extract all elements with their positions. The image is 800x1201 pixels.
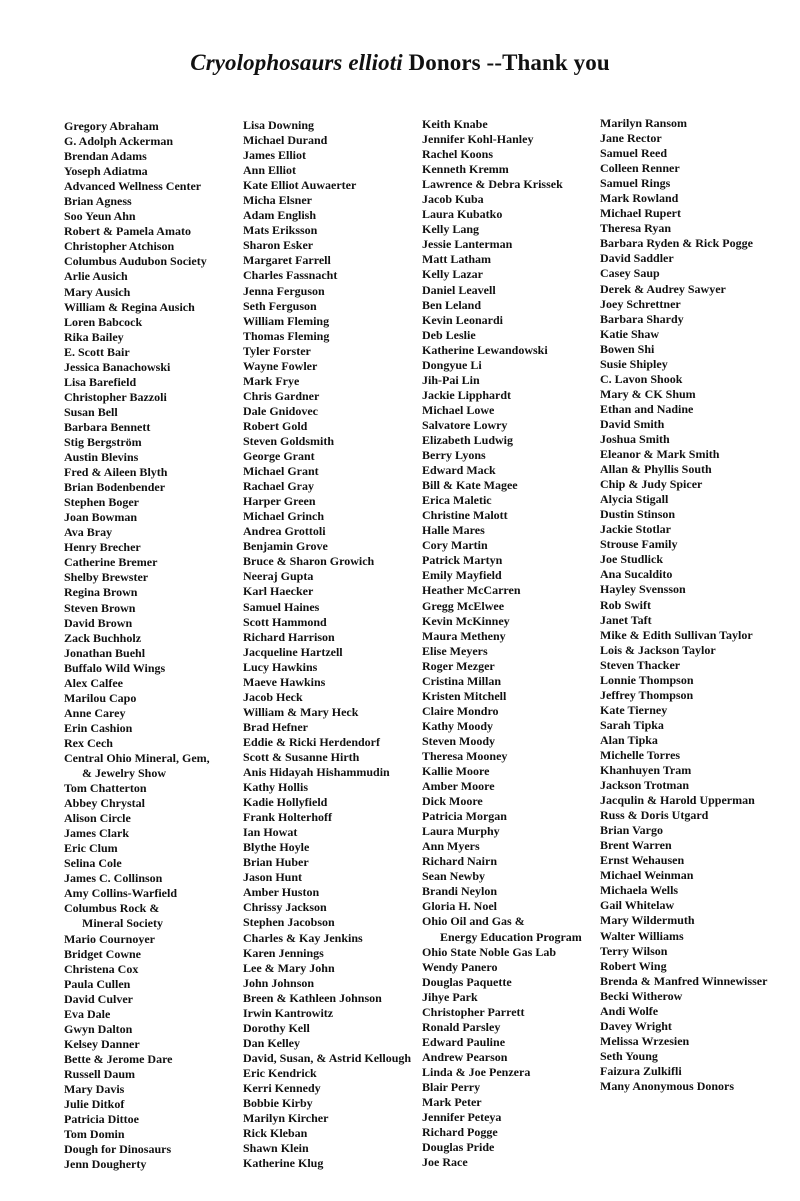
donor-name: Steven Thacker <box>600 657 681 672</box>
donor-name: George Grant <box>243 449 315 464</box>
donor-name: Kadie Hollyfield <box>243 795 328 810</box>
donor-name: Jessica Banachowski <box>64 359 171 374</box>
donor-name: Kathy Moody <box>422 718 494 733</box>
donor-name: Michelle Torres <box>600 747 681 762</box>
donor-name: Jennifer Kohl-Hanley <box>422 132 534 147</box>
donor-name: Catherine Bremer <box>64 555 158 570</box>
donor-name: Douglas Pride <box>422 1140 495 1155</box>
donor-name: Regina Brown <box>64 585 138 600</box>
donor-name: Yoseph Adiatma <box>64 164 148 179</box>
donor-name: Amy Collins-Warfield <box>64 886 177 901</box>
donor-name: Patricia Morgan <box>422 809 507 824</box>
donor-name: Sharon Esker <box>243 238 314 253</box>
donor-name: Ian Howat <box>243 825 298 840</box>
donor-name: Daniel Leavell <box>422 282 496 297</box>
donor-name: Douglas Paquette <box>422 974 512 989</box>
donor-name: David Brown <box>64 615 133 630</box>
donor-name: Maeve Hawkins <box>243 674 326 689</box>
donor-name: Christopher Bazzoli <box>64 389 167 404</box>
donor-name: Kevin Leonardi <box>422 312 504 327</box>
donor-name: Joey Schrettner <box>600 296 681 311</box>
donor-name: Ohio Oil and Gas & <box>422 914 525 929</box>
donor-name: Christopher Atchison <box>64 239 175 254</box>
donor-name: Brian Bodenbender <box>64 480 166 495</box>
title-species: Cryolophosaurs ellioti <box>190 50 403 75</box>
donor-name: Eva Dale <box>64 1006 111 1021</box>
donor-name: Joan Bowman <box>64 510 138 525</box>
donor-name: Thomas Fleming <box>243 328 330 343</box>
donor-name: Gregory Abraham <box>64 119 159 133</box>
donor-name: Eddie & Ricki Herdendorf <box>243 734 380 749</box>
donor-name: Brian Agness <box>64 194 132 209</box>
donor-name: Samuel Reed <box>600 146 667 161</box>
donor-name: Ann Elliot <box>243 163 297 178</box>
donor-name: Kate Tierney <box>600 702 668 717</box>
donor-name: Melissa Wrzesien <box>600 1033 690 1048</box>
donor-name: Scott & Susanne Hirth <box>243 749 360 764</box>
donor-name: Eric Clum <box>64 841 118 856</box>
donor-name: Halle Mares <box>422 523 485 538</box>
donor-name: Columbus Audubon Society <box>64 254 207 269</box>
donor-name: Michael Grinch <box>243 509 324 524</box>
donor-name: Blair Perry <box>422 1080 481 1094</box>
donor-name: Davey Wright <box>600 1018 672 1033</box>
donor-name: Ethan and Nadine <box>600 401 694 416</box>
donor-name: Chip & Judy Spicer <box>600 477 703 492</box>
donor-column-4 <box>600 116 767 1094</box>
donor-name: Mark Frye <box>243 373 300 388</box>
donor-name: Brian Huber <box>243 855 309 870</box>
donor-name: Hayley Svensson <box>600 582 686 597</box>
donor-name: Lisa Downing <box>243 118 315 132</box>
donor-name: James Clark <box>64 826 129 841</box>
donor-name: Bowen Shi <box>600 341 655 356</box>
donor-name: Central Ohio Mineral, Gem, <box>64 750 210 765</box>
donor-name: Erica Maletic <box>422 493 492 508</box>
donor-name: Seth Ferguson <box>243 298 317 313</box>
donor-name: Rob Swift <box>600 597 652 612</box>
donor-name: Richard Harrison <box>243 629 335 644</box>
donor-name: Jason Hunt <box>243 870 303 885</box>
donor-name: Patricia Dittoe <box>64 1112 139 1127</box>
donor-name: Shelby Brewster <box>64 570 149 585</box>
donor-name: Bill & Kate Magee <box>422 478 518 493</box>
donor-name: Bette & Jerome Dare <box>64 1051 173 1066</box>
donor-name: Katherine Lewandowski <box>422 342 548 357</box>
donor-name: Kenneth Kremm <box>422 162 509 177</box>
donor-name: Jackie Lipphardt <box>422 387 512 402</box>
donor-name: Mario Cournoyer <box>64 931 155 946</box>
donor-name: William & Regina Ausich <box>64 299 195 314</box>
donor-name: Walter Williams <box>600 928 684 943</box>
donor-name: Tom Domin <box>64 1127 125 1142</box>
donor-name: Andrea Grottoli <box>243 524 326 539</box>
donor-name: Richard Pogge <box>422 1125 498 1140</box>
donor-name: Ava Bray <box>64 525 113 540</box>
donor-name: Barbara Bennett <box>64 419 151 434</box>
donor-name: Mary & CK Shum <box>600 386 696 401</box>
donor-name: Alex Calfee <box>64 675 123 690</box>
donor-name: Keith Knabe <box>422 117 488 131</box>
donor-name: Harper Green <box>243 494 316 509</box>
donor-name: Energy Education Program <box>440 929 582 944</box>
donor-name: Laura Kubatko <box>422 207 503 222</box>
donor-name: David Smith <box>600 416 665 431</box>
donor-name: Theresa Ryan <box>600 221 672 236</box>
donor-name: Roger Mezger <box>422 658 495 673</box>
donor-name: Faizura Zulkifli <box>600 1063 682 1078</box>
donor-name: Kevin McKinney <box>422 613 510 628</box>
donor-name: Kelsey Danner <box>64 1036 140 1051</box>
donor-name: Derek & Audrey Sawyer <box>600 281 726 296</box>
donor-name: Steven Brown <box>64 600 136 615</box>
donor-name: Jennifer Peteya <box>422 1110 502 1125</box>
donor-name: Jane Rector <box>600 131 662 146</box>
donor-name: Russ & Doris Utgard <box>600 808 709 823</box>
donor-name: Advanced Wellness Center <box>64 179 202 194</box>
donor-name: Mary Ausich <box>64 284 131 299</box>
donor-name: Barbara Ryden & Rick Pogge <box>600 236 753 251</box>
donor-name: Eric Kendrick <box>243 1065 317 1080</box>
donor-name: Theresa Mooney <box>422 748 508 763</box>
donor-name: Brad Hefner <box>243 719 308 734</box>
donor-name: Gloria H. Noel <box>422 899 497 914</box>
donor-name: Tyler Forster <box>243 343 311 358</box>
donor-name: Berry Lyons <box>422 448 486 463</box>
donor-name: Margaret Farrell <box>243 253 331 268</box>
donor-name: Strouse Family <box>600 537 678 552</box>
donor-name: James Elliot <box>243 148 306 163</box>
donor-name: Andrew Pearson <box>422 1049 508 1064</box>
donor-name: Kallie Moore <box>422 764 490 779</box>
donor-name: William Fleming <box>243 313 330 328</box>
donor-name: Soo Yeun Ahn <box>64 209 136 224</box>
donor-name: Mineral Society <box>82 916 163 931</box>
donor-name: Samuel Rings <box>600 176 671 191</box>
donor-name: Rachael Gray <box>243 479 314 494</box>
donor-name: Mike & Edith Sullivan Taylor <box>600 627 753 642</box>
donor-name: Steven Moody <box>422 733 495 748</box>
donor-name: Rex Cech <box>64 735 113 750</box>
donor-name: Arlie Ausich <box>64 269 128 284</box>
donor-name: Joe Studlick <box>600 552 664 567</box>
donor-name: Dongyue Li <box>422 357 482 372</box>
donor-name: Seth Young <box>600 1048 658 1063</box>
donor-name: G. Adolph Ackerman <box>64 134 174 149</box>
donor-name: Edward Pauline <box>422 1034 506 1049</box>
donor-name: Alan Tipka <box>600 732 658 747</box>
donor-name: Ohio State Noble Gas Lab <box>422 944 557 959</box>
donor-name: Ben Leland <box>422 297 482 312</box>
donor-name: Lois & Jackson Taylor <box>600 642 716 657</box>
donor-name: Kerri Kennedy <box>243 1081 321 1095</box>
donor-name: Lonnie Thompson <box>600 672 694 687</box>
donor-name: Jackie Stotlar <box>600 522 671 537</box>
donor-name: Brian Vargo <box>600 823 664 838</box>
donor-name: Gail Whitelaw <box>600 898 675 913</box>
title-rest: Donors --Thank you <box>408 50 610 75</box>
donor-name: Charles & Kay Jenkins <box>243 930 363 945</box>
donor-name: Paula Cullen <box>64 976 131 991</box>
donor-name: Abbey Chrystal <box>64 796 146 811</box>
donor-name: Bridget Cowne <box>64 946 141 961</box>
donor-name: Allan & Phyllis South <box>600 462 712 477</box>
donor-name: Brandi Neylon <box>422 884 498 899</box>
donor-name: Irwin Kantrowitz <box>243 1005 334 1020</box>
donor-name: Maura Metheny <box>422 628 506 643</box>
donor-column-1 <box>64 119 210 1172</box>
donor-name: Lisa Barefield <box>64 374 137 389</box>
donor-name: Colleen Renner <box>600 161 680 176</box>
donor-name: Jihye Park <box>422 989 478 1004</box>
donor-name: Russell Daum <box>64 1066 136 1081</box>
donor-name: Mark Peter <box>422 1095 482 1110</box>
donor-name: Jackson Trotman <box>600 778 690 793</box>
donor-name: David Saddler <box>600 251 674 266</box>
donor-name: Joshua Smith <box>600 431 670 446</box>
donor-name: Scott Hammond <box>243 614 327 629</box>
donor-name: Michael Weinman <box>600 868 694 883</box>
donor-name: Ernst Wehausen <box>600 853 685 868</box>
donor-name: Dick Moore <box>422 794 483 809</box>
donor-name: Jacqulin & Harold Upperman <box>600 793 755 808</box>
donor-name: Dale Gnidovec <box>243 403 318 418</box>
donor-name: Stephen Boger <box>64 495 139 510</box>
donor-name: Marilyn Ransom <box>600 116 687 130</box>
donor-name: Kelly Lang <box>422 222 480 237</box>
donor-name: Rick Kleban <box>243 1126 308 1141</box>
donor-name: Kristen Mitchell <box>422 688 507 703</box>
donor-column-3 <box>422 117 582 1170</box>
donor-name: Terry Wilson <box>600 943 668 958</box>
donor-name: John Johnson <box>243 975 315 990</box>
donor-name: James C. Collinson <box>64 871 163 886</box>
donor-name: Joe Race <box>422 1155 468 1170</box>
donor-name: Marilyn Kircher <box>243 1111 329 1126</box>
donor-name: Benjamin Grove <box>243 539 328 554</box>
donor-name: Dustin Stinson <box>600 507 676 522</box>
donor-name: Rachel Koons <box>422 147 494 162</box>
donor-name: Elizabeth Ludwig <box>422 432 514 447</box>
donor-name: Alison Circle <box>64 811 131 826</box>
donor-name: Bobbie Kirby <box>243 1096 313 1111</box>
donor-name: William & Mary Heck <box>243 704 359 719</box>
donor-name: Amber Huston <box>243 885 320 900</box>
donor-name: Samuel Haines <box>243 599 320 614</box>
donor-name: Cristina Millan <box>422 673 502 688</box>
donor-name: Deb Leslie <box>422 327 476 342</box>
donor-name: Lawrence & Debra Krissek <box>422 177 563 192</box>
donor-name: Fred & Aileen Blyth <box>64 465 168 480</box>
donor-name: Lee & Mary John <box>243 960 335 975</box>
donor-name: Christena Cox <box>64 961 139 976</box>
donor-name: Christine Malott <box>422 508 508 523</box>
donor-name: Mary Davis <box>64 1082 125 1096</box>
donor-name: Anis Hidayah Hishammudin <box>243 765 390 780</box>
donor-name: Jenn Dougherty <box>64 1157 147 1172</box>
donor-name: Anne Carey <box>64 705 126 720</box>
donor-name: Kelly Lazar <box>422 267 483 282</box>
donor-name: Henry Brecher <box>64 540 141 555</box>
donor-name: Tom Chatterton <box>64 781 147 796</box>
donor-name: Stig Bergström <box>64 434 142 449</box>
donor-name: Buffalo Wild Wings <box>64 660 166 675</box>
donor-name: Patrick Martyn <box>422 553 503 568</box>
donor-name: David Culver <box>64 991 133 1006</box>
donor-name: Salvatore Lowry <box>422 417 508 432</box>
donor-name: Susie Shipley <box>600 356 668 371</box>
donor-name: Christopher Parrett <box>422 1004 525 1019</box>
donor-name: Susan Bell <box>64 404 118 419</box>
donor-name: Austin Blevins <box>64 450 139 465</box>
page-title <box>0 50 800 76</box>
donor-name: Selina Cole <box>64 856 122 871</box>
donor-name: Katherine Klug <box>243 1156 324 1171</box>
donor-name: Zack Buchholz <box>64 630 142 645</box>
donor-name: Erin Cashion <box>64 720 133 735</box>
donor-name: Karl Haecker <box>243 584 314 599</box>
donor-name: Marilou Capo <box>64 690 137 705</box>
donor-name: Shawn Klein <box>243 1141 309 1156</box>
donor-name: & Jewelry Show <box>82 766 166 781</box>
donor-name: Loren Babcock <box>64 314 143 329</box>
donor-name: Dorothy Kell <box>243 1020 310 1035</box>
donor-name: Michael Grant <box>243 464 319 479</box>
donor-name: Michael Lowe <box>422 402 495 417</box>
donor-name: Stephen Jacobson <box>243 915 335 930</box>
donor-name: Jenna Ferguson <box>243 283 325 298</box>
donor-name: Gwyn Dalton <box>64 1021 133 1036</box>
donor-name: Ronald Parsley <box>422 1019 501 1034</box>
donor-name: Barbara Shardy <box>600 311 684 326</box>
donor-name: Karen Jennings <box>243 945 324 960</box>
donor-name: Brendan Adams <box>64 149 147 164</box>
donor-name: Lucy Hawkins <box>243 659 318 674</box>
donor-name: Chrissy Jackson <box>243 900 327 915</box>
donor-name: Julie Ditkof <box>64 1097 125 1112</box>
donor-name: Breen & Kathleen Johnson <box>243 990 382 1005</box>
donor-name: Eleanor & Mark Smith <box>600 447 720 462</box>
donor-name: Michael Rupert <box>600 206 681 221</box>
donor-name: Micha Elsner <box>243 193 312 208</box>
donor-name: C. Lavon Shook <box>600 371 683 386</box>
donor-name: Ana Sucaldito <box>600 567 673 582</box>
donor-name: Mark Rowland <box>600 191 679 206</box>
donor-name: Neeraj Gupta <box>243 569 314 584</box>
donor-name: Blythe Hoyle <box>243 840 310 855</box>
donor-name: Dan Kelley <box>243 1035 300 1050</box>
donor-name: Michael Durand <box>243 133 328 148</box>
donor-name: Chris Gardner <box>243 388 320 403</box>
donor-name: Ann Myers <box>422 839 480 854</box>
donor-name: Laura Murphy <box>422 824 500 839</box>
donor-name: Wendy Panero <box>422 959 498 974</box>
donor-name: Robert Gold <box>243 418 308 433</box>
donor-name: Amber Moore <box>422 779 495 794</box>
donor-name: Steven Goldsmith <box>243 433 335 448</box>
donor-name: Robert Wing <box>600 958 667 973</box>
donor-name: Jih-Pai Lin <box>422 372 480 387</box>
donor-name: Michaela Wells <box>600 883 679 898</box>
donor-name: Columbus Rock & <box>64 901 160 916</box>
donor-name: Many Anonymous Donors <box>600 1079 735 1093</box>
donor-name: Cory Martin <box>422 538 488 553</box>
donor-name: Jessie Lanterman <box>422 237 513 252</box>
donor-name: Katie Shaw <box>600 326 660 341</box>
donor-name: Jacob Heck <box>243 689 303 704</box>
donor-name: Jonathan Buehl <box>64 645 146 660</box>
donor-name: Mats Eriksson <box>243 223 318 238</box>
donor-name: Jeffrey Thompson <box>600 687 694 702</box>
donor-name: E. Scott Bair <box>64 344 130 359</box>
donor-name: Mary Wildermuth <box>600 913 695 928</box>
donor-name: Wayne Fowler <box>243 358 318 373</box>
donor-name: Becki Witherow <box>600 988 683 1003</box>
donor-name: Jacqueline Hartzell <box>243 644 343 659</box>
donor-name: Alycia Stigall <box>600 492 669 507</box>
donor-name: Linda & Joe Penzera <box>422 1064 531 1079</box>
donor-name: Edward Mack <box>422 463 496 478</box>
donor-name: Adam English <box>243 208 317 223</box>
donor-name: Matt Latham <box>422 252 491 267</box>
donor-name: Heather McCarren <box>422 583 521 598</box>
donor-name: Charles Fassnacht <box>243 268 338 283</box>
donor-name: Sean Newby <box>422 869 486 884</box>
donor-column-2 <box>243 118 411 1171</box>
donor-name: Frank Holterhoff <box>243 810 332 825</box>
donor-name: Rika Bailey <box>64 329 124 344</box>
donor-name: Brenda & Manfred Winnewisser <box>600 973 768 988</box>
donor-name: Khanhuyen Tram <box>600 763 692 778</box>
donor-name: Gregg McElwee <box>422 598 505 613</box>
donor-name: Sarah Tipka <box>600 717 664 732</box>
donor-name: Richard Nairn <box>422 854 497 869</box>
donor-name: Kate Elliot Auwaerter <box>243 178 357 193</box>
donor-name: Jacob Kuba <box>422 192 484 207</box>
donor-name: Andi Wolfe <box>600 1003 659 1018</box>
donor-name: Emily Mayfield <box>422 568 502 583</box>
donor-name: Robert & Pamela Amato <box>64 224 191 239</box>
donor-name: Claire Mondro <box>422 703 499 718</box>
donor-name: David, Susan, & Astrid Kellough <box>243 1050 412 1065</box>
donor-name: Casey Saup <box>600 266 660 281</box>
donor-name: Dough for Dinosaurs <box>64 1142 172 1157</box>
donor-name: Kathy Hollis <box>243 780 309 795</box>
donor-name: Bruce & Sharon Growich <box>243 554 375 569</box>
donor-name: Elise Meyers <box>422 643 488 658</box>
donor-name: Brent Warren <box>600 838 672 853</box>
donor-name: Janet Taft <box>600 612 652 627</box>
